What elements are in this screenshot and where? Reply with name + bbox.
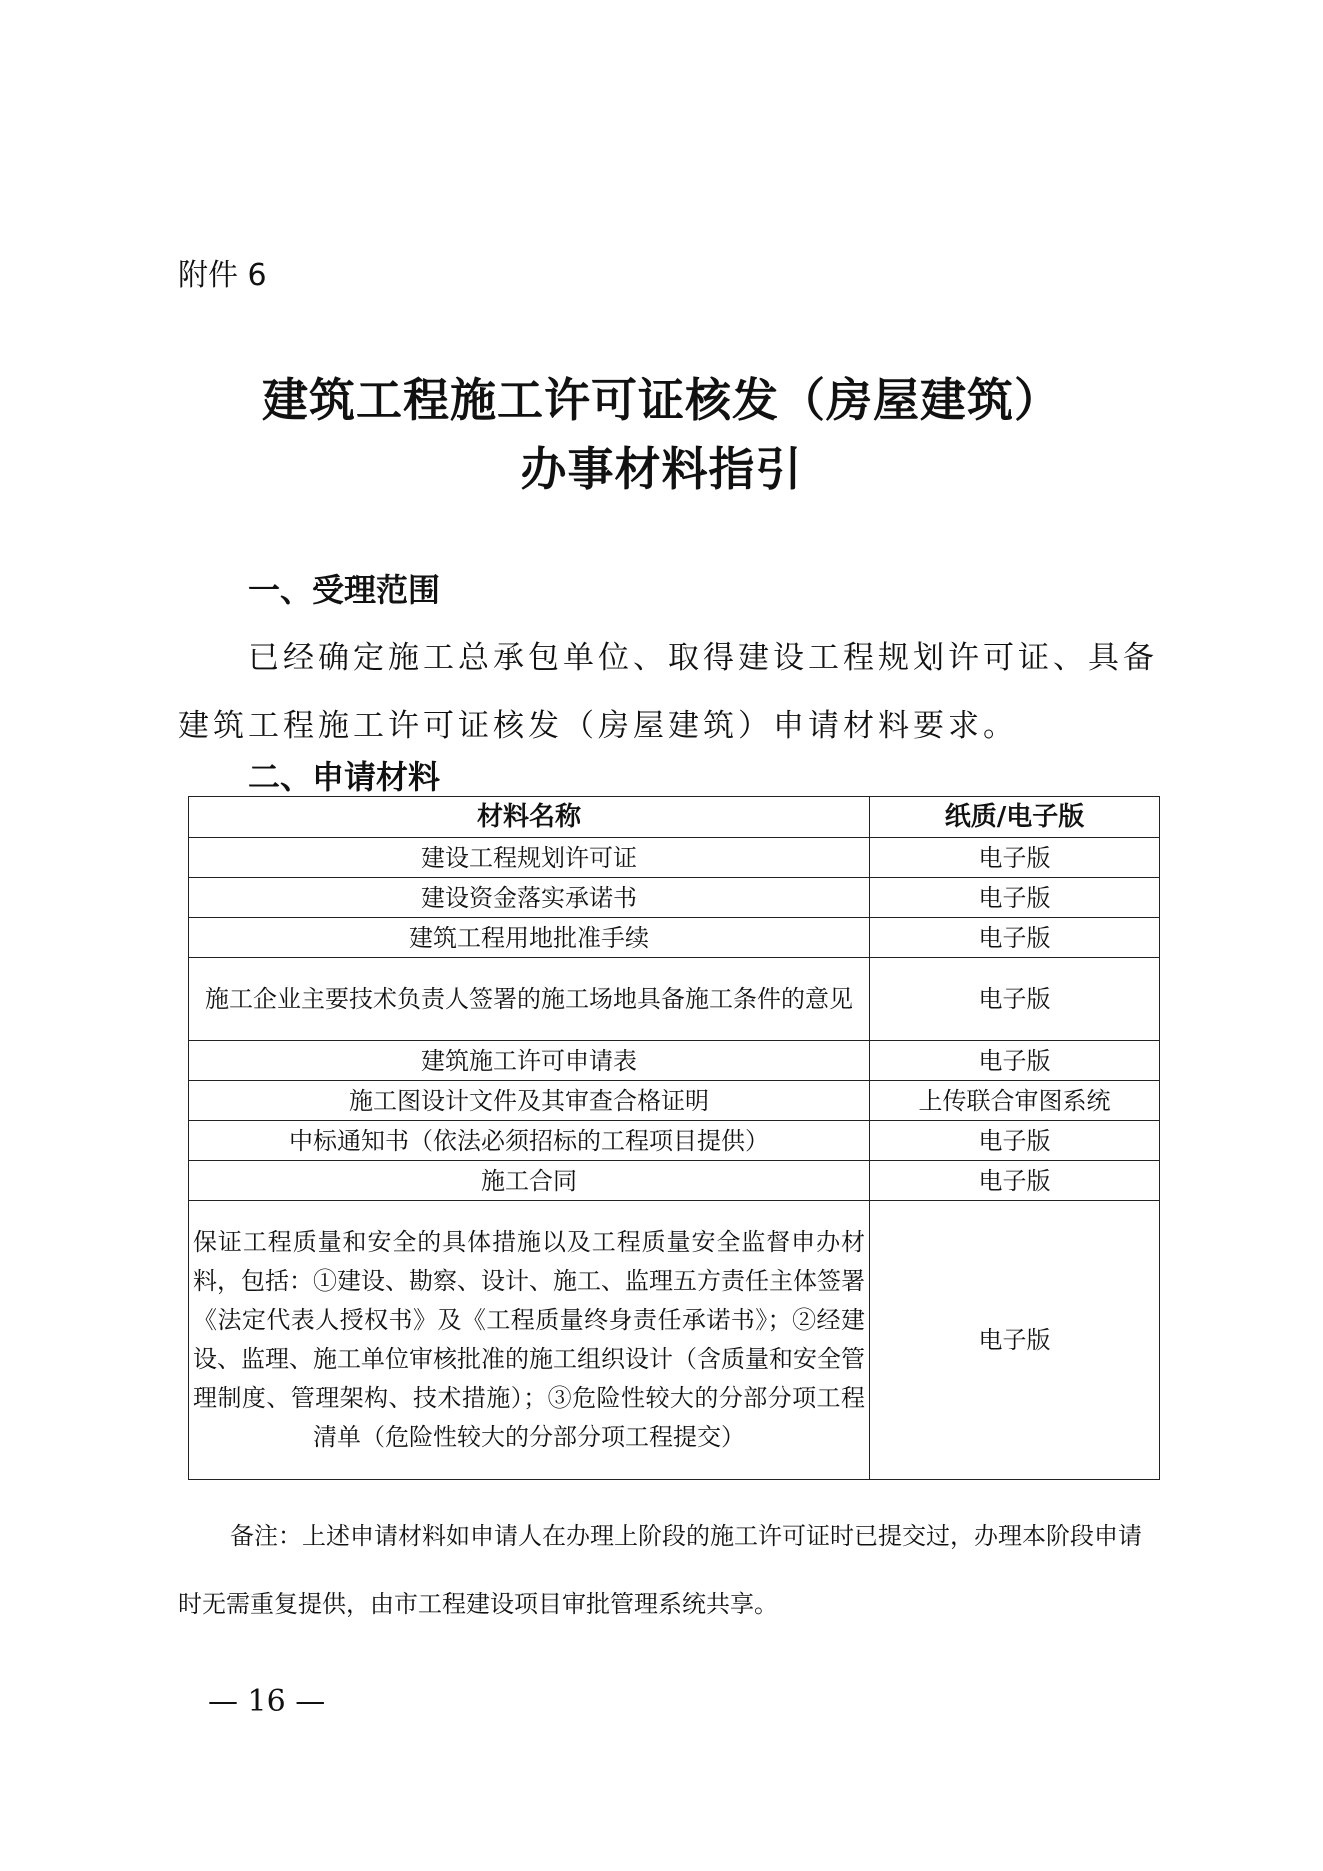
table-row [189, 838, 1160, 878]
material-format-cell: 电子版 [870, 1041, 1160, 1081]
footnote-remark: 备注：上述申请材料如申请人在办理上阶段的施工许可证时已提交过，办理本阶段申请时无需重复提供，由市工程建设项目审批管理系统共享。 [178, 1522, 1142, 1618]
material-name-cell: 建筑施工许可申请表 [189, 1041, 870, 1081]
column-header-format: 纸质/电子版 [870, 797, 1160, 838]
material-name-cell: 建设资金落实承诺书 [189, 878, 870, 918]
material-format-cell: 电子版 [870, 1161, 1160, 1201]
table-row [189, 1201, 1160, 1480]
document-title-line1: 建筑工程施工许可证核发（房屋建筑） [262, 373, 1061, 427]
material-format-cell: 电子版 [870, 1201, 1160, 1480]
section-heading-scope: 一、受理范围 [248, 571, 441, 609]
material-format-cell: 电子版 [870, 918, 1160, 958]
section-heading-materials: 二、申请材料 [248, 758, 441, 796]
attachment-label: 附件 6 [178, 258, 267, 293]
table-row [189, 1041, 1160, 1081]
table-row [189, 1161, 1160, 1201]
material-name-cell: 施工图设计文件及其审查合格证明 [189, 1081, 870, 1121]
material-format-cell: 电子版 [870, 1121, 1160, 1161]
page-number: — 16 — [208, 1684, 326, 1719]
table-header-row [189, 797, 1160, 838]
document-title-line2: 办事材料指引 [520, 442, 803, 496]
section-body-scope: 已经确定施工总承包单位、取得建设工程规划许可证、具备建筑工程施工许可证核发（房屋建筑）申请材料要求。 [178, 640, 1158, 744]
materials-table [188, 796, 1160, 1480]
material-name-cell: 中标通知书（依法必须招标的工程项目提供） [189, 1121, 870, 1161]
material-format-cell: 电子版 [870, 958, 1160, 1041]
material-name-cell: 施工合同 [189, 1161, 870, 1201]
material-name-cell: 建筑工程用地批准手续 [189, 918, 870, 958]
material-format-cell: 电子版 [870, 878, 1160, 918]
table-row [189, 1121, 1160, 1161]
material-name-cell: 保证工程质量和安全的具体措施以及工程质量安全监督申办材料，包括：①建设、勘察、设计、施工、监理五方责任主体签署《法定代表人授权书》及《工程质量终身责任承诺书》；②经建设、监理、施工单位审核批准的施工组织设计（含质量和安全管理制度、管理架构、技术措施）；③危险性较大的分部分项工程清单（危险性较大的分部分项工程提交） [189, 1201, 870, 1480]
material-format-cell: 电子版 [870, 838, 1160, 878]
table-row [189, 1081, 1160, 1121]
table-row [189, 878, 1160, 918]
column-header-material-name: 材料名称 [189, 797, 870, 838]
material-format-cell: 上传联合审图系统 [870, 1081, 1160, 1121]
material-name-cell: 施工企业主要技术负责人签署的施工场地具备施工条件的意见 [189, 958, 870, 1041]
table-row [189, 958, 1160, 1041]
table-row [189, 918, 1160, 958]
material-name-cell: 建设工程规划许可证 [189, 838, 870, 878]
